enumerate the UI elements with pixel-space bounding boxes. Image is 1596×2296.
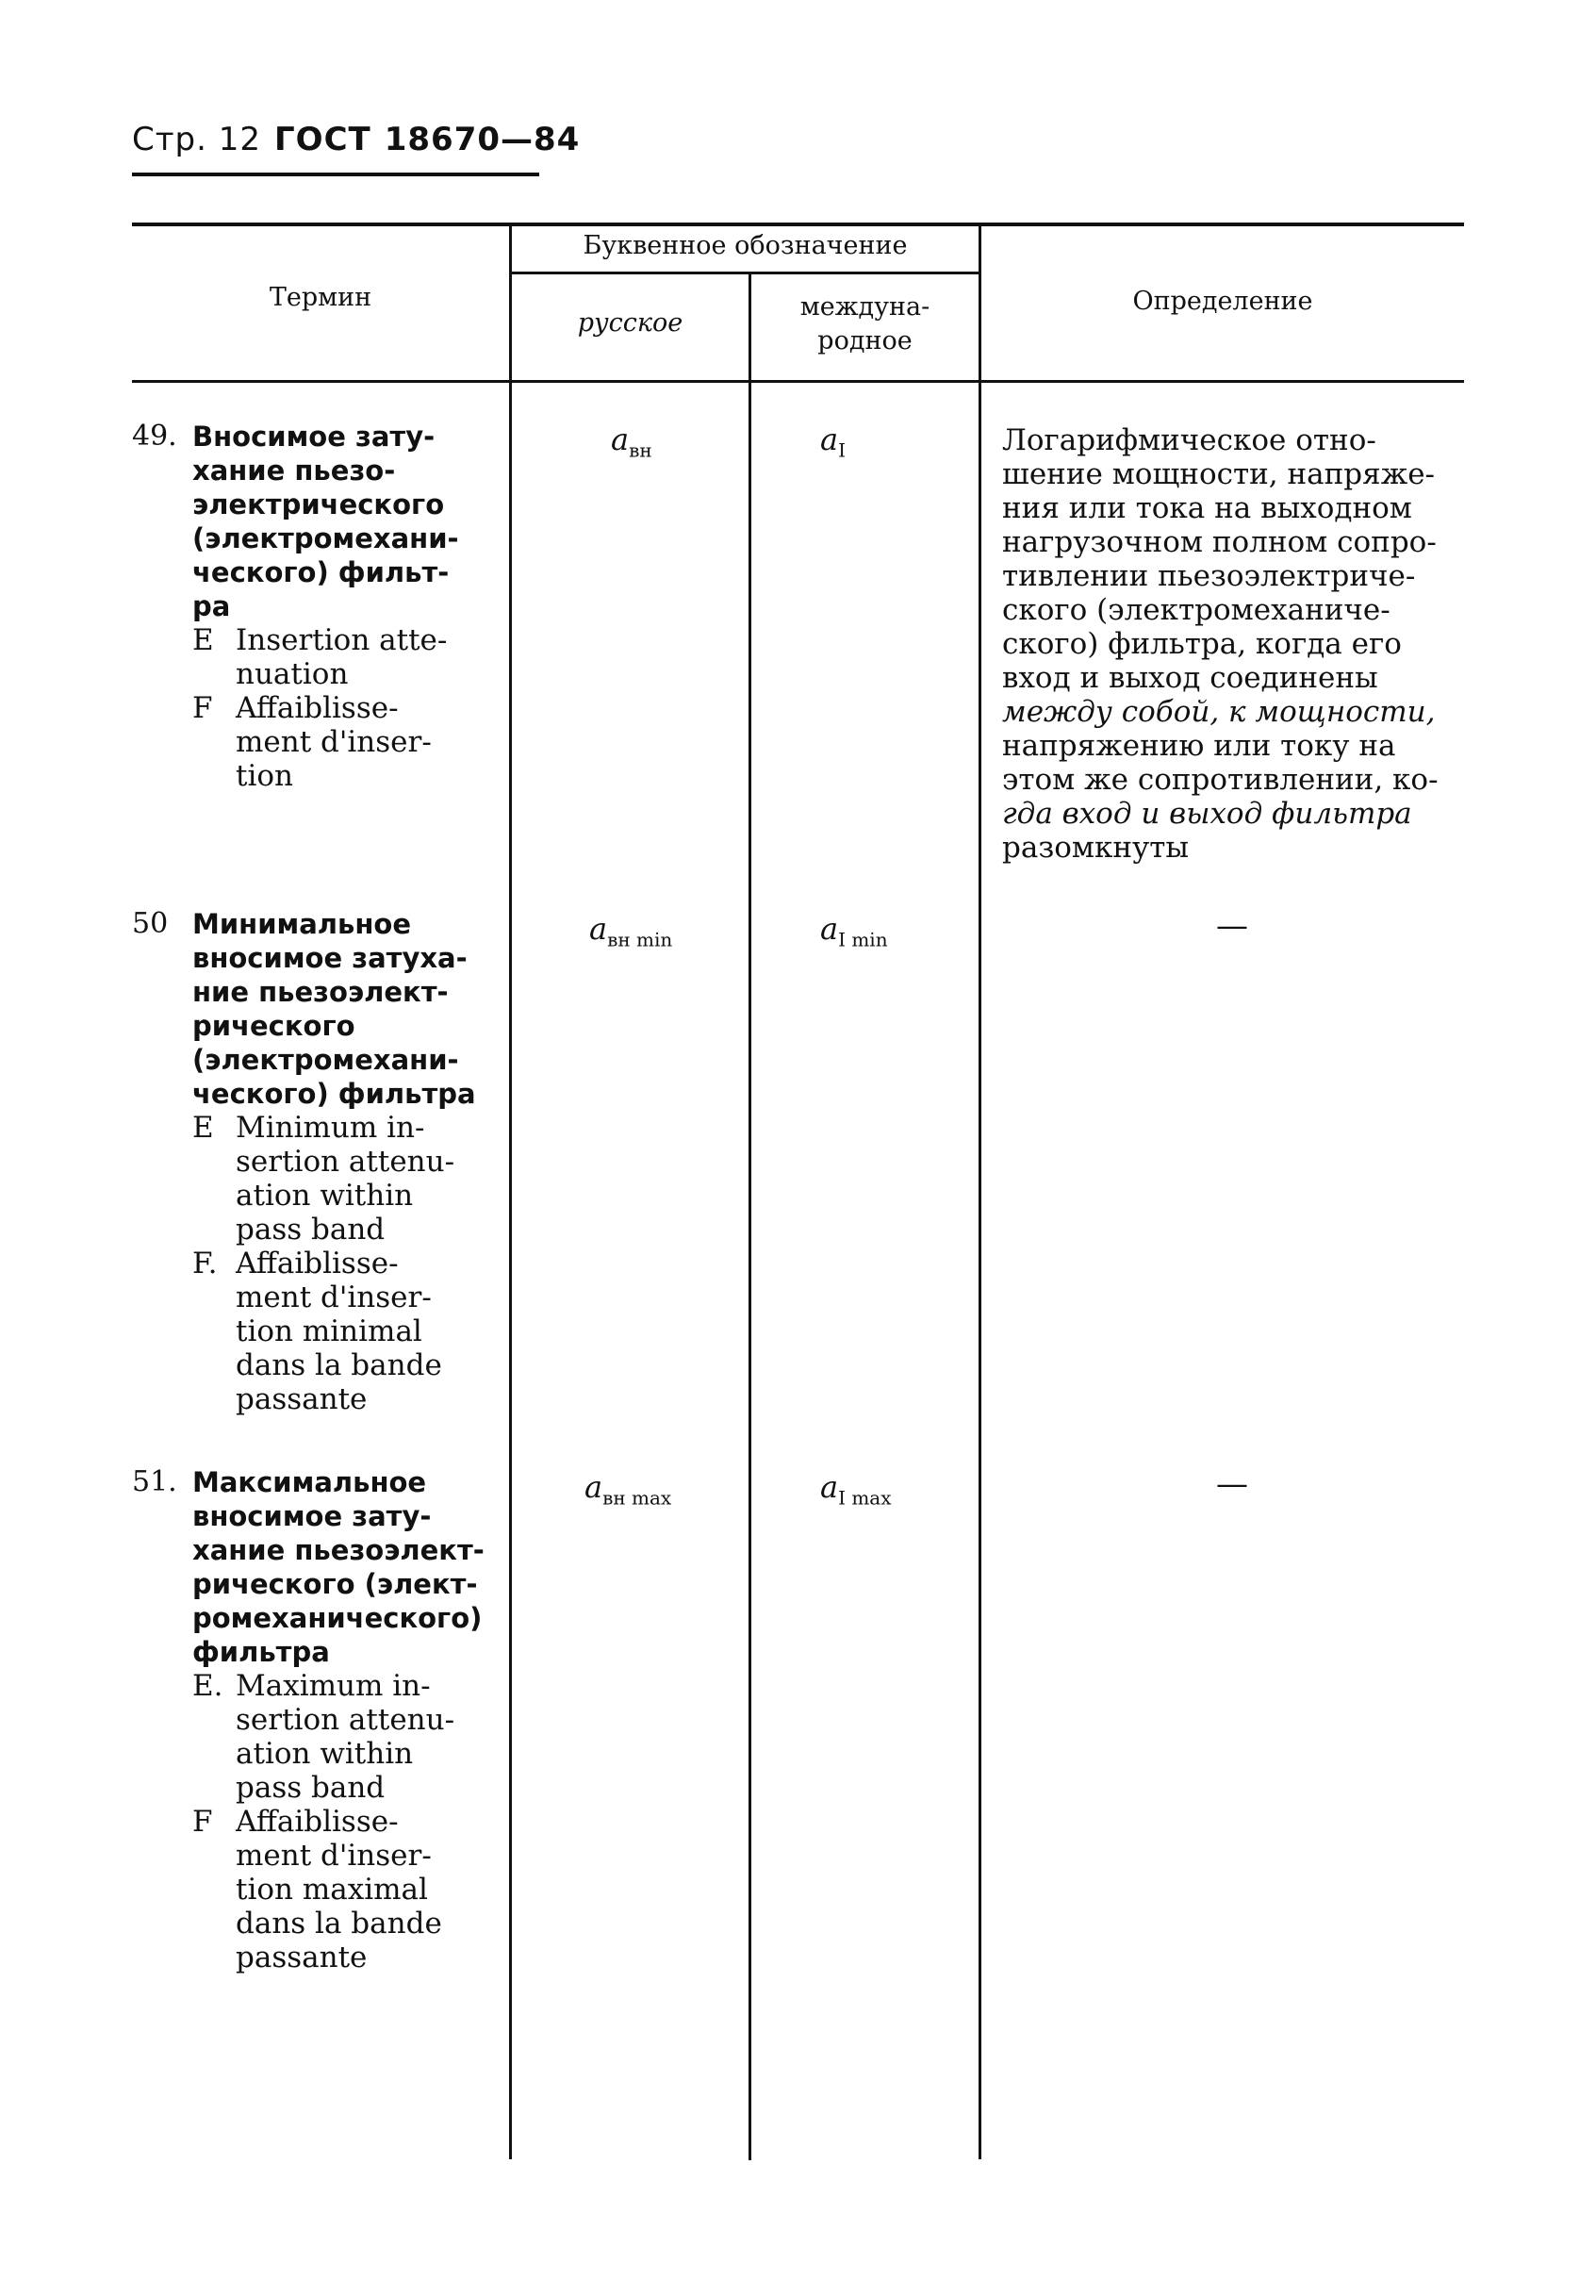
column-divider-symbols	[749, 274, 751, 2160]
term-french	[192, 691, 490, 793]
term-name: Минимальное вносимое затуха- ние пьезоэлект- рического (электромехани- ческого) фильтра	[192, 908, 476, 1110]
term-english	[192, 623, 490, 691]
header-definition: Определение	[1132, 287, 1313, 316]
term-definition: Логарифмическое отно- шение мощности, напряже- ния или тока на выходном нагрузочном полном сопро- тивлении пьезоэлектриче- ского (электромеханиче- ского) фильтра, когда его вход и выход соединены между собой, к мощности, напряжению или току на этом же сопротивлении, ко- гда вход и выход фильтра разомкнуты	[1002, 423, 1439, 865]
term-english-text: Minimum in- sertion attenu- ation within pass band	[236, 1111, 455, 1247]
table-top-rule	[132, 223, 1464, 226]
running-head	[132, 121, 580, 158]
letter-designation-rule	[512, 272, 979, 274]
term-number: 49.	[132, 420, 177, 453]
column-divider-term	[509, 226, 512, 2159]
standard-number: 18670—84	[384, 121, 581, 158]
term-french	[192, 1805, 490, 1974]
page-number: Стр. 12	[132, 121, 262, 158]
term-name: Вносимое зату- хание пьезо- электрического (электромехани- ческого) фильт- ра	[192, 421, 459, 622]
russian-symbol: $a_{вн max}$	[584, 1469, 672, 1510]
term-french-text: Affaiblisse- ment d'inser- tion	[236, 691, 432, 793]
running-head-rule	[132, 173, 539, 176]
term-name: Максимальное вносимое зату- хание пьезоэлект- рического (элект- ромеханического) фильтра	[192, 1466, 485, 1668]
term-french-text: Affaiblisse- ment d'inser- tion minimal dans la bande passante	[236, 1247, 442, 1416]
term-english-text: Insertion atte- nuation	[236, 623, 448, 691]
table-row	[132, 907, 490, 1416]
term-french-text: Affaiblisse- ment d'inser- tion maximal dans la bande passante	[236, 1805, 442, 1974]
lang-code-f: F	[192, 691, 213, 725]
table-row	[132, 1465, 490, 1974]
russian-symbol: $a_{вн min}$	[589, 911, 673, 951]
term-french	[192, 1247, 490, 1416]
column-divider-definition	[979, 226, 981, 2159]
definition-dash: —	[1216, 907, 1248, 945]
international-symbol: $a_I$	[820, 421, 846, 462]
lang-code-f: F.	[192, 1247, 218, 1280]
header-russian: русское	[577, 308, 683, 338]
standard-label: ГОСТ	[274, 121, 371, 158]
lang-code-e: E	[192, 623, 214, 657]
header-international: междуна- родное	[799, 292, 930, 356]
term-number: 51.	[132, 1465, 177, 1498]
international-symbol: $a_{I min}$	[820, 911, 888, 951]
lang-code-e: E.	[192, 1669, 223, 1703]
term-english-text: Maximum in- sertion attenu- ation within pass band	[236, 1669, 455, 1805]
term-english	[192, 1669, 490, 1805]
header-bottom-rule	[132, 380, 1464, 383]
header-letter-designation: Буквенное обозначение	[583, 231, 908, 260]
table-row	[132, 420, 490, 793]
header-term: Термин	[269, 283, 372, 312]
definition-dash: —	[1216, 1465, 1248, 1503]
russian-symbol: $a_{вн}$	[611, 421, 652, 462]
lang-code-f: F	[192, 1805, 213, 1839]
international-symbol: $a_{I max}$	[820, 1469, 892, 1510]
term-number: 50	[132, 907, 169, 940]
term-english	[192, 1111, 490, 1247]
lang-code-e: E	[192, 1111, 214, 1145]
